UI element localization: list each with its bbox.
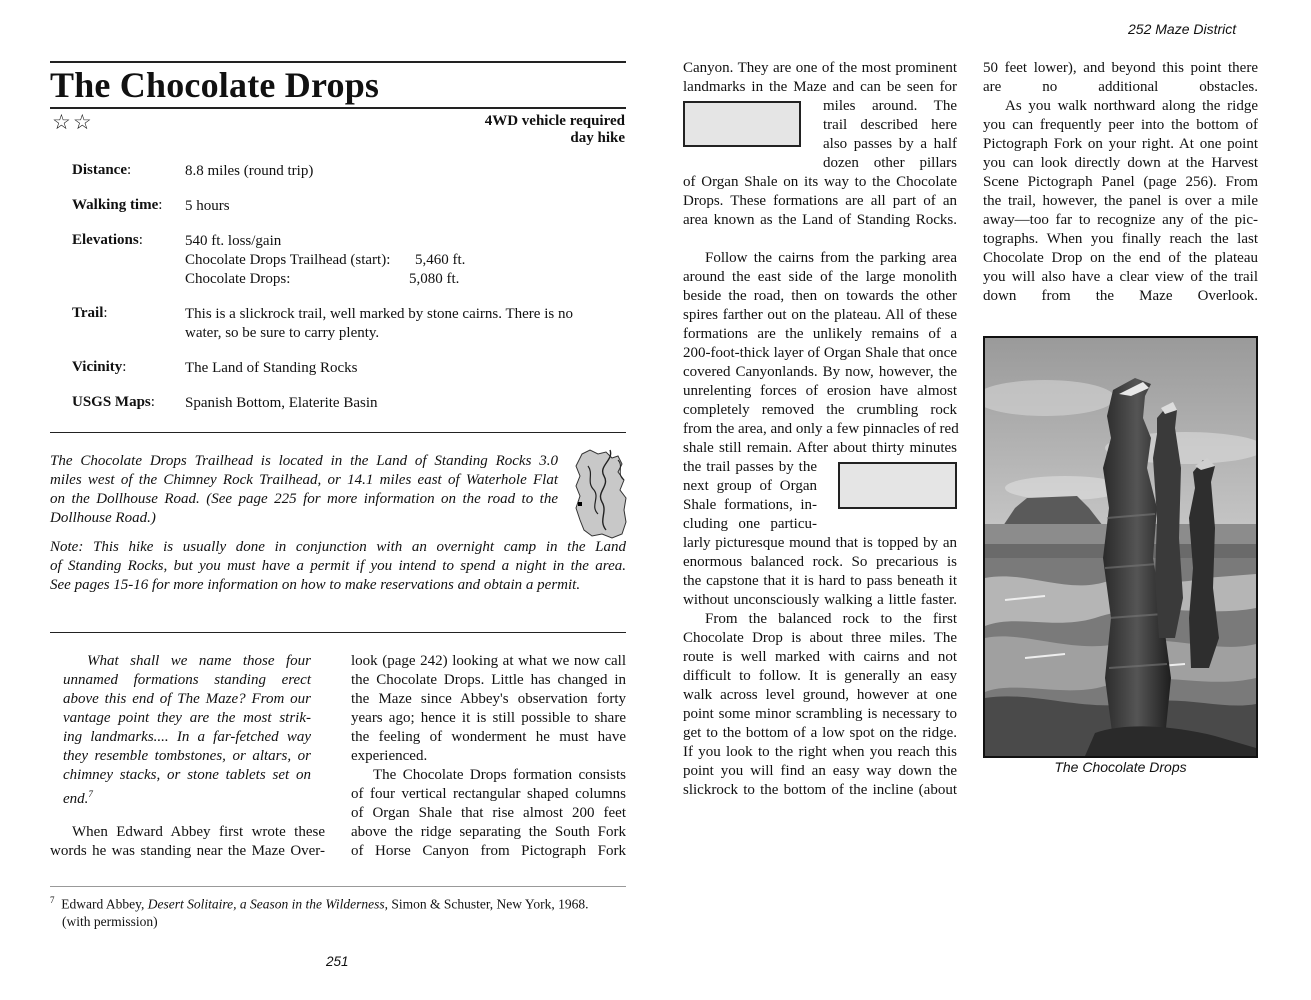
body-left-column-a: When Edward Abbey first wrote these words he was standing near the Maze Over- bbox=[50, 824, 325, 859]
title-bottom-rule bbox=[50, 107, 626, 109]
elevations-label: Elevations: bbox=[72, 232, 143, 248]
vehicle-requirement: 4WD vehicle required bbox=[484, 113, 625, 129]
vicinity-value: The Land of Standing Rocks bbox=[185, 360, 358, 376]
walking-time-label: Walking time: bbox=[72, 197, 163, 213]
trail-line-2: water, so be sure to carry plenty. bbox=[185, 325, 380, 341]
photo-caption: The Chocolate Drops bbox=[1054, 759, 1187, 775]
elevation-row-drops: Chocolate Drops: bbox=[185, 271, 291, 287]
locator-map-icon bbox=[568, 446, 630, 542]
distance-value: 8.8 miles (round trip) bbox=[185, 163, 314, 179]
usgs-maps-value: Spanish Bottom, Elaterite Basin bbox=[185, 395, 378, 411]
elevation-row-start: Chocolate Drops Trailhead (start): bbox=[185, 252, 391, 268]
distance-label: Distance: bbox=[72, 162, 132, 178]
body-right-column-1: Canyon. They are one of the most prominent landmarks in the Maze and can be seen for miles around. The trail described here also passes by a half dozen other pillars of Organ Shale on its way to the Chocolate Drops. These formations are all part of an area known as the Land of Standing Rocks. Follow the cairns from the parking area around the east side of the large monolith beside the road, then on towards the other spires farther out on the plateau. All of these formations are the unlikely remains of a 200-foot-thick layer of Organ Shale that once covered Canyonlands. By now, however, the unrelenting forces of erosion have almost completely removed the crumbling rock from the area, and only a few pinnacles of red shale still remain. After about thirty minutes the trail passes by the next group of Organ Shale formations, in- cluding one particu- larly picturesque mound that is topped by an enormous balanced rock. So precarious is the capstone that it is hard to pass beneath it without unconsciously walking a little faster. From the balanced rock to the first Chocolate Drop is about three miles. The route is well marked with cairns and not difficult to follow. It is generally an easy walk across level ground, however at one point some minor scrambling is necessary to get to the bottom of a low spot on the ridge. If you look to the right when you reach this point you will find an easy way down the slickrock to the bottom of the incline (about bbox=[683, 60, 959, 798]
usgs-maps-label: USGS Maps: bbox=[72, 394, 155, 410]
permit-note: Note: This hike is usually done in conjunction with an overnight camp in the Land of Standing Rocks, but you must have a permit if you intend to spend a night in the area. See pages 15-16 for more information on how to make reservations and obtain a permit. bbox=[50, 539, 626, 593]
elevation-summary: 540 ft. loss/gain bbox=[185, 233, 282, 249]
walking-time-value: 5 hours bbox=[185, 198, 230, 214]
elevation-value-start: 5,460 ft. bbox=[415, 252, 466, 268]
trail-label: Trail: bbox=[72, 305, 108, 321]
page-title: The Chocolate Drops bbox=[50, 65, 380, 105]
trailhead-directions: The Chocolate Drops Trailhead is located in the Land of Standing Rocks 3.0 miles west of the Chimney Rock Trailhead, or 14.1 miles east of Waterhole Flat on the Dollhouse Road. (See page 225 for more information on the road to the Dollhouse Road.) bbox=[50, 453, 558, 526]
difficulty-stars: ☆☆ bbox=[52, 110, 94, 134]
footnote-rule bbox=[50, 886, 626, 887]
photo-illustration bbox=[985, 338, 1256, 756]
page-number-left: 251 bbox=[326, 954, 349, 969]
note-bottom-rule bbox=[50, 632, 626, 633]
footnote: $^7$ Edward Abbey, Desert Solitaire, a Season in the Wilderness, Simon & Schuster, New York, 1968. (with permission) bbox=[50, 895, 589, 929]
body-left-column-b: look (page 242) looking at what we now call the Chocolate Drops. Little has changed in the Maze since Abbey's observation forty years ago; hence it is still possible to share the feeling of wonderment he must have experienced. The Chocolate Drops formation consists of four vertical rectangular shaped columns of Organ Shale that rise almost 200 feet above the ridge separating the South Fork of Horse Canyon from Pictograph Fork bbox=[351, 653, 626, 859]
vicinity-label: Vicinity: bbox=[72, 359, 127, 375]
hike-type: day hike bbox=[570, 130, 625, 146]
trail-line-1: This is a slickrock trail, well marked by stone cairns. There is no bbox=[185, 306, 573, 322]
elevation-value-drops: 5,080 ft. bbox=[409, 271, 460, 287]
body-right-column-2: 50 feet lower), and beyond this point there are no additional obstacles. As you walk northward along the ridge you can frequently peer into the bottom of Pictograph Fork on your right. At one point you can look directly down at the Harvest Scene Pictograph Panel (page 256). From the trail, however, the panel is over a mile away—too far to recognize any of the pic- tographs. When you finally reach the last Chocolate Drop on the end of the plateau you will also have a clear view of the trail down from the Maze Overlook. bbox=[983, 60, 1258, 304]
stats-bottom-rule bbox=[50, 432, 626, 433]
title-top-rule bbox=[50, 61, 626, 63]
running-head: 252 Maze District bbox=[1128, 21, 1237, 37]
footnote-mark: 7 bbox=[88, 789, 93, 799]
abbey-quote: What shall we name those four unnamed formations standing erect above this end of The Maze? From our vantage point they are the most strik- ing landmarks.... In a far-fetched way they resemble tombstones, or altars, or chimney stacks, or stone tablets set on end.$^7$ bbox=[63, 653, 311, 807]
chocolate-drops-photo bbox=[983, 336, 1258, 758]
